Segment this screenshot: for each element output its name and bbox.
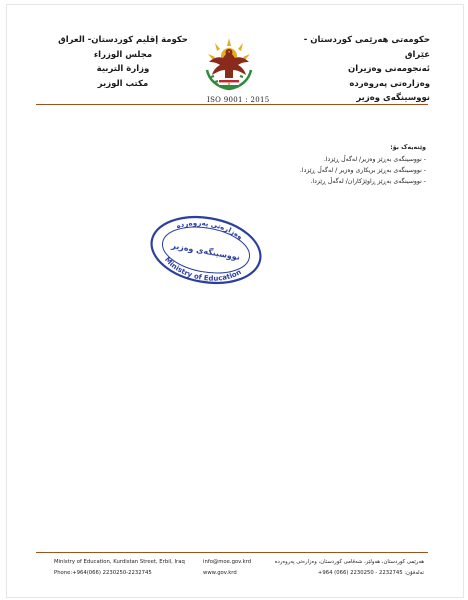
stamp-bottom-text: Ministry of Education [162, 255, 243, 283]
footer-divider [36, 552, 428, 553]
footer-website[interactable]: www.gov.krd [203, 569, 237, 576]
footer-english-address [54, 557, 185, 578]
arabic-gov-line: حكومة إقليم كوردستان- العراق [58, 35, 188, 45]
copies-heading: وێنەیەک بۆ: [390, 144, 426, 151]
arabic-office-line: مكتب الوزير [97, 78, 149, 89]
kurdish-gov-line: حکومەتی هەرێمی کوردستان - عێراق [303, 35, 430, 60]
footer-phone-line: Phone:+964(066) 2230250-2232745 [54, 569, 152, 576]
kurdistan-emblem-icon [199, 32, 259, 94]
kurdish-header [290, 33, 430, 106]
footer-kurdish-address [275, 557, 424, 578]
kurdish-office-line: نووسینگەی وەزیر [356, 93, 430, 103]
footer-address-line: Ministry of Education, Kurdistan Street, Erbil, Iraq [54, 559, 185, 565]
stamp-middle-text: نووسینگەی وەزیر [170, 241, 241, 262]
kurdish-ministry-line: وەزارەتی پەروەردە [349, 78, 430, 89]
copies-item: - نووسینگەی بەڕێز وەزیر/ لەگەڵ ڕێزدا. [323, 156, 426, 163]
copies-to-block [206, 142, 426, 187]
iso-certification: ISO 9001 : 2015 [207, 96, 270, 104]
copies-item: - نووسینگەی بەڕێز ڕاوێژکاران/ لەگەڵ ڕێزدا. [310, 178, 426, 185]
footer-email[interactable]: info@moe.gov.krd [203, 559, 252, 565]
footer-contact [203, 557, 251, 578]
stamp-top-text: وەزارەتی پەروەردە [175, 219, 245, 242]
arabic-header [58, 33, 188, 91]
arabic-ministry-line: وزارة التربية [96, 64, 150, 74]
ministry-stamp [147, 214, 265, 286]
header-divider [36, 104, 428, 105]
arabic-council-line: مجلس الوزراء [93, 49, 153, 60]
footer-kurdish-address-line: هەرێمی کوردستان، هەولێر، شەقامی کوردستان، وەزارەتی پەروەردە [274, 559, 424, 565]
copies-item: - نووسینگەی بەڕێز بریکاری وەزیر / لەگەڵ ڕێزدا. [299, 167, 426, 174]
footer-kurdish-phone-line: تەلەفۆن: 2232745 - 2230250 (066) 964+ [317, 569, 424, 576]
kurdish-council-line: ئەنجومەنی وەزیران [347, 64, 430, 74]
